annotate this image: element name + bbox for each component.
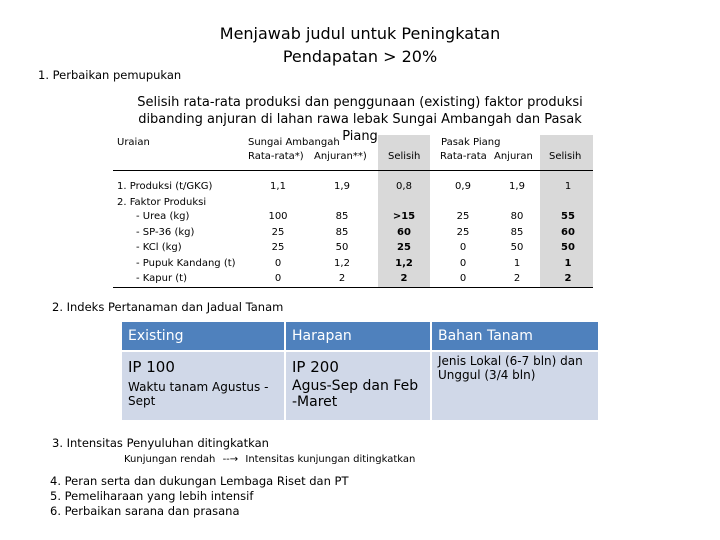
list-item: 4. Peran serta dan dukungan Lembaga Riset dan PT [50,474,349,488]
cell-sa-sel: 60 [397,227,411,238]
caption-line-2: dibanding anjuran di lahan rawa lebak Sungai Ambangah dan Pasak Piang [138,112,582,144]
cell-pp-sel: 60 [561,227,575,238]
row-label: 2. Faktor Produksi [117,197,207,208]
header-sungai-ambangah: Sungai Ambangah [248,137,340,148]
title-line-1: Menjawab judul untuk Peningkatan [219,24,501,43]
cell-pp-anj: 1 [513,258,521,269]
header-rata-rata: Rata-rata [440,151,487,162]
harapan-ip: IP 200 [292,358,339,376]
cell-sa-rata: 100 [268,211,288,222]
cell-sa-rata: 0 [274,273,282,284]
ip-cell-bahan-tanam: Jenis Lokal (6-7 bln) dan Unggul (3/4 bln) [432,352,598,420]
cell-pp-sel: 1 [564,258,572,269]
ip-header-existing: Existing [122,322,284,350]
ip-header-bahan-tanam: Bahan Tanam [432,322,598,350]
section-1-heading: 1. Perbaikan pemupukan [38,68,182,82]
row-label: 1. Produksi (t/GKG) [117,181,213,192]
cell-pp-rata: 0 [459,273,467,284]
section-3-heading: 3. Intensitas Penyuluhan ditingkatkan [52,436,269,450]
cell-sa-sel: 2 [400,273,408,284]
header-pasak-piang: Pasak Piang [441,137,501,148]
cell-pp-rata: 25 [456,227,470,238]
cell-pp-anj: 50 [510,242,524,253]
header-rule [113,170,593,171]
cell-sa-anj: 2 [338,273,346,284]
page-title [150,22,570,68]
cell-pp-anj: 85 [510,227,524,238]
cell-sa-sel: 25 [397,242,411,253]
cell-pp-sel: 50 [561,242,575,253]
cell-pp-rata: 0 [459,258,467,269]
cell-pp-rata: 0,9 [455,181,471,192]
cell-sa-anj: 85 [335,211,349,222]
header-selisih-2: Selisih [549,151,582,162]
cell-pp-rata: 0 [459,242,467,253]
list-item: 6. Perbaikan sarana dan prasana [50,504,240,518]
cell-sa-anj: 1,9 [334,181,350,192]
cell-sa-sel: 0,8 [396,181,412,192]
ip-table [120,320,600,422]
kunjungan-line [124,454,415,465]
cell-sa-anj: 1,2 [334,258,350,269]
cell-pp-anj: 80 [510,211,524,222]
cell-sa-sel: >15 [392,211,416,222]
kunjungan-ditingkatkan: Intensitas kunjungan ditingkatkan [245,454,416,465]
ip-cell-harapan [286,352,430,420]
cell-sa-anj: 50 [335,242,349,253]
cell-pp-sel: 1 [564,181,572,192]
caption-line-1: Selisih rata-rata produksi dan penggunaan (existing) faktor produksi [137,95,583,110]
section-2-heading: 2. Indeks Pertanaman dan Jadual Tanam [52,300,284,314]
cell-sa-anj: 85 [335,227,349,238]
list-item: 5. Pemeliharaan yang lebih intensif [50,489,254,503]
cell-pp-anj: 1,9 [509,181,525,192]
bottom-list [50,474,349,519]
cell-pp-sel: 55 [561,211,575,222]
header-uraian: Uraian [117,137,150,148]
row-label: - Kapur (t) [136,273,187,284]
row-label: - SP-36 (kg) [136,227,195,238]
cell-sa-rata: 25 [271,227,285,238]
row-label: - KCl (kg) [136,242,182,253]
table-bottom-rule [113,287,593,288]
ip-cell-existing [122,352,284,420]
cell-pp-anj: 2 [513,273,521,284]
cell-pp-rata: 25 [456,211,470,222]
cell-pp-sel: 2 [564,273,572,284]
header-anjuran: Anjuran [494,151,533,162]
existing-ip: IP 100 [128,358,175,376]
cell-sa-rata: 25 [271,242,285,253]
kunjungan-rendah: Kunjungan rendah [124,454,216,465]
cell-sa-sel: 1,2 [395,258,413,269]
existing-waktu: Waktu tanam Agustus - Sept [128,380,269,408]
row-label: - Urea (kg) [136,211,190,222]
cell-sa-rata: 0 [274,258,282,269]
harapan-waktu: Agus-Sep dan Feb -Maret [292,378,419,410]
arrow-right-icon: --→ [222,454,239,465]
cell-sa-rata: 1,1 [270,181,286,192]
ip-header-harapan: Harapan [286,322,430,350]
title-line-2: Pendapatan > 20% [282,47,438,66]
header-rata-rata-star: Rata-rata*) [248,151,304,162]
row-label: - Pupuk Kandang (t) [136,258,236,269]
header-selisih-1: Selisih [388,151,421,162]
table-caption [120,94,600,145]
header-anjuran-star: Anjuran**) [314,151,367,162]
